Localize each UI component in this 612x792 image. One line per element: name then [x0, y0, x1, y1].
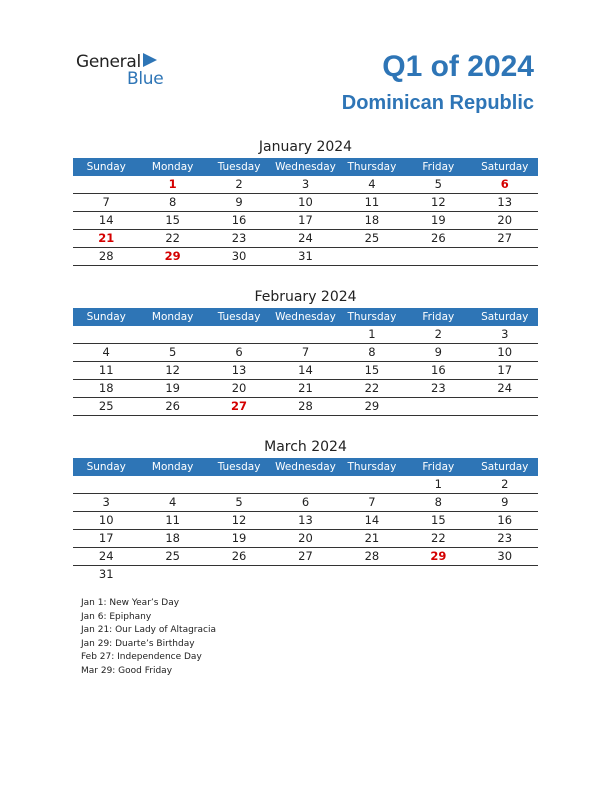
day-cell: [139, 566, 205, 583]
logo-blue-text: Blue: [127, 69, 164, 89]
holiday-date: 6: [500, 177, 509, 191]
day-cell: [73, 176, 139, 193]
week-row: [73, 494, 538, 512]
day-cell: 31: [298, 249, 313, 263]
weekday-label: Monday: [151, 311, 194, 323]
day-cell: 27: [298, 549, 313, 563]
week-row: [73, 248, 538, 266]
day-cell: 10: [497, 345, 513, 359]
day-cell: 19: [431, 213, 446, 227]
day-cell: 1: [434, 477, 442, 491]
week-row: [73, 230, 538, 248]
day-cell: 18: [364, 213, 380, 227]
day-cell: 13: [298, 513, 313, 527]
day-cell: [206, 566, 272, 583]
weekday-label: Friday: [422, 461, 455, 473]
weekday-header: [73, 458, 538, 476]
day-cell: 15: [431, 513, 446, 527]
weekday-label: Tuesday: [217, 461, 261, 473]
day-cell: 23: [497, 531, 513, 545]
day-cell: [339, 566, 405, 583]
weekday-label: Wednesday: [275, 161, 336, 173]
day-cell: 22: [431, 531, 446, 545]
day-cell: [73, 476, 139, 493]
day-cell: 13: [497, 195, 513, 209]
day-cell: 5: [434, 177, 442, 191]
day-cell: 8: [434, 495, 442, 509]
day-cell: 20: [231, 381, 247, 395]
week-row: [73, 176, 538, 194]
day-cell: 28: [364, 549, 380, 563]
week-row: [73, 380, 538, 398]
day-cell: [73, 326, 139, 343]
day-cell: 4: [368, 177, 376, 191]
day-cell: 10: [298, 195, 313, 209]
day-cell: 31: [98, 567, 114, 581]
logo: [76, 52, 176, 92]
day-cell: 20: [298, 531, 313, 545]
weekday-label: Monday: [151, 161, 194, 173]
week-row: [73, 344, 538, 362]
day-cell: [206, 326, 272, 343]
day-cell: 17: [98, 531, 114, 545]
day-cell: [272, 476, 338, 493]
day-cell: 24: [298, 231, 313, 245]
day-cell: [139, 476, 205, 493]
day-cell: 22: [165, 231, 180, 245]
day-cell: 5: [235, 495, 243, 509]
weekday-label: Thursday: [347, 311, 397, 323]
day-cell: 26: [165, 399, 180, 413]
week-row: [73, 548, 538, 566]
week-row: [73, 512, 538, 530]
day-cell: 18: [98, 381, 114, 395]
holiday-date: 29: [430, 549, 447, 563]
weekday-label: Saturday: [481, 461, 529, 473]
weekday-header: [73, 158, 538, 176]
day-cell: [405, 398, 471, 415]
day-cell: 4: [102, 345, 110, 359]
week-row: [73, 362, 538, 380]
day-cell: 7: [102, 195, 110, 209]
holiday-date: 27: [231, 399, 248, 413]
holiday-item: Jan 1: New Year’s Day: [81, 598, 180, 608]
holiday-item: Jan 29: Duarte’s Birthday: [81, 638, 195, 649]
weekday-label: Sunday: [86, 161, 126, 173]
day-cell: 9: [501, 495, 509, 509]
weekday-header: [73, 308, 538, 326]
day-cell: 15: [165, 213, 180, 227]
day-cell: 10: [98, 513, 114, 527]
day-cell: 28: [298, 399, 313, 413]
day-cell: 30: [497, 549, 513, 563]
day-cell: 26: [431, 231, 446, 245]
month-calendar: [73, 286, 538, 416]
day-cell: 2: [501, 477, 509, 491]
weekday-label: Friday: [422, 161, 455, 173]
day-cell: 7: [368, 495, 376, 509]
page-title: Q1 of 2024: [382, 50, 534, 83]
week-row: [73, 194, 538, 212]
weekday-label: Wednesday: [275, 311, 336, 323]
month-calendar: [73, 136, 538, 266]
day-cell: 12: [231, 513, 247, 527]
day-cell: 16: [431, 363, 446, 377]
day-cell: 20: [497, 213, 513, 227]
day-cell: 23: [231, 231, 247, 245]
holiday-item: Jan 6: Epiphany: [81, 611, 152, 622]
day-cell: [272, 566, 338, 583]
holiday-date: 29: [164, 249, 181, 263]
month-calendar: [73, 436, 538, 583]
holiday-list: [81, 597, 216, 679]
day-cell: 27: [497, 231, 513, 245]
day-cell: 2: [235, 177, 243, 191]
day-cell: 3: [501, 327, 509, 341]
day-cell: 25: [165, 549, 180, 563]
weekday-label: Saturday: [481, 161, 529, 173]
day-cell: [139, 326, 205, 343]
day-cell: 17: [298, 213, 313, 227]
day-cell: 9: [235, 195, 243, 209]
day-cell: 22: [364, 381, 380, 395]
country-name: Dominican Republic: [341, 92, 534, 114]
day-cell: [206, 476, 272, 493]
day-cell: 17: [497, 363, 513, 377]
weekday-label: Monday: [151, 461, 194, 473]
day-cell: 6: [235, 345, 243, 359]
week-row: [73, 212, 538, 230]
day-cell: 26: [231, 549, 247, 563]
day-cell: 16: [231, 213, 247, 227]
holiday-item: Jan 21: Our Lady of Altagracia: [81, 625, 216, 636]
weekday-label: Sunday: [86, 461, 126, 473]
month-title: January 2024: [258, 139, 353, 155]
day-cell: 13: [231, 363, 247, 377]
day-cell: [472, 398, 538, 415]
week-row: [73, 530, 538, 548]
month-title: March 2024: [264, 439, 347, 455]
day-cell: 19: [231, 531, 247, 545]
day-cell: 28: [98, 249, 114, 263]
holiday-item: Feb 27: Independence Day: [81, 652, 202, 663]
day-cell: 14: [298, 363, 313, 377]
weekday-label: Sunday: [86, 311, 126, 323]
day-cell: 19: [165, 381, 180, 395]
day-cell: 25: [98, 399, 114, 413]
day-cell: 21: [364, 531, 380, 545]
week-row: [73, 398, 538, 416]
day-cell: 11: [165, 513, 180, 527]
day-cell: 11: [364, 195, 380, 209]
logo-flag-icon: [143, 53, 157, 67]
day-cell: [339, 476, 405, 493]
week-row: [73, 566, 538, 583]
day-cell: 29: [364, 399, 380, 413]
day-cell: [339, 248, 405, 265]
day-cell: 11: [98, 363, 114, 377]
day-cell: 23: [431, 381, 446, 395]
day-cell: 3: [102, 495, 110, 509]
holiday-date: 1: [168, 177, 177, 191]
weekday-label: Tuesday: [217, 161, 261, 173]
day-cell: 2: [434, 327, 442, 341]
day-cell: 6: [301, 495, 310, 509]
week-row: [73, 476, 538, 494]
weekday-label: Friday: [422, 311, 455, 323]
day-cell: 7: [301, 345, 310, 359]
holiday-item: Mar 29: Good Friday: [81, 665, 173, 676]
day-cell: [272, 326, 338, 343]
day-cell: 12: [165, 363, 180, 377]
day-cell: 14: [98, 213, 114, 227]
day-cell: [405, 566, 471, 583]
day-cell: 18: [165, 531, 180, 545]
day-cell: 3: [301, 177, 310, 191]
day-cell: [472, 248, 538, 265]
day-cell: 8: [168, 195, 177, 209]
day-cell: 9: [434, 345, 442, 359]
day-cell: 5: [168, 345, 177, 359]
day-cell: [405, 248, 471, 265]
day-cell: [472, 566, 538, 583]
day-cell: 24: [98, 549, 114, 563]
day-cell: 15: [364, 363, 380, 377]
day-cell: 16: [497, 513, 513, 527]
weekday-label: Thursday: [347, 461, 397, 473]
weekday-label: Saturday: [481, 311, 529, 323]
day-cell: 14: [364, 513, 380, 527]
holiday-date: 21: [98, 231, 115, 245]
weekday-label: Thursday: [347, 161, 397, 173]
weekday-label: Wednesday: [275, 461, 336, 473]
day-cell: 25: [364, 231, 380, 245]
day-cell: 30: [231, 249, 247, 263]
day-cell: 24: [497, 381, 513, 395]
day-cell: 1: [368, 327, 376, 341]
day-cell: 21: [298, 381, 313, 395]
day-cell: 12: [431, 195, 446, 209]
weekday-label: Tuesday: [217, 311, 261, 323]
logo-general-text: General: [76, 52, 141, 72]
day-cell: 4: [168, 495, 177, 509]
week-row: [73, 326, 538, 344]
month-title: February 2024: [254, 289, 357, 305]
day-cell: 8: [368, 345, 376, 359]
